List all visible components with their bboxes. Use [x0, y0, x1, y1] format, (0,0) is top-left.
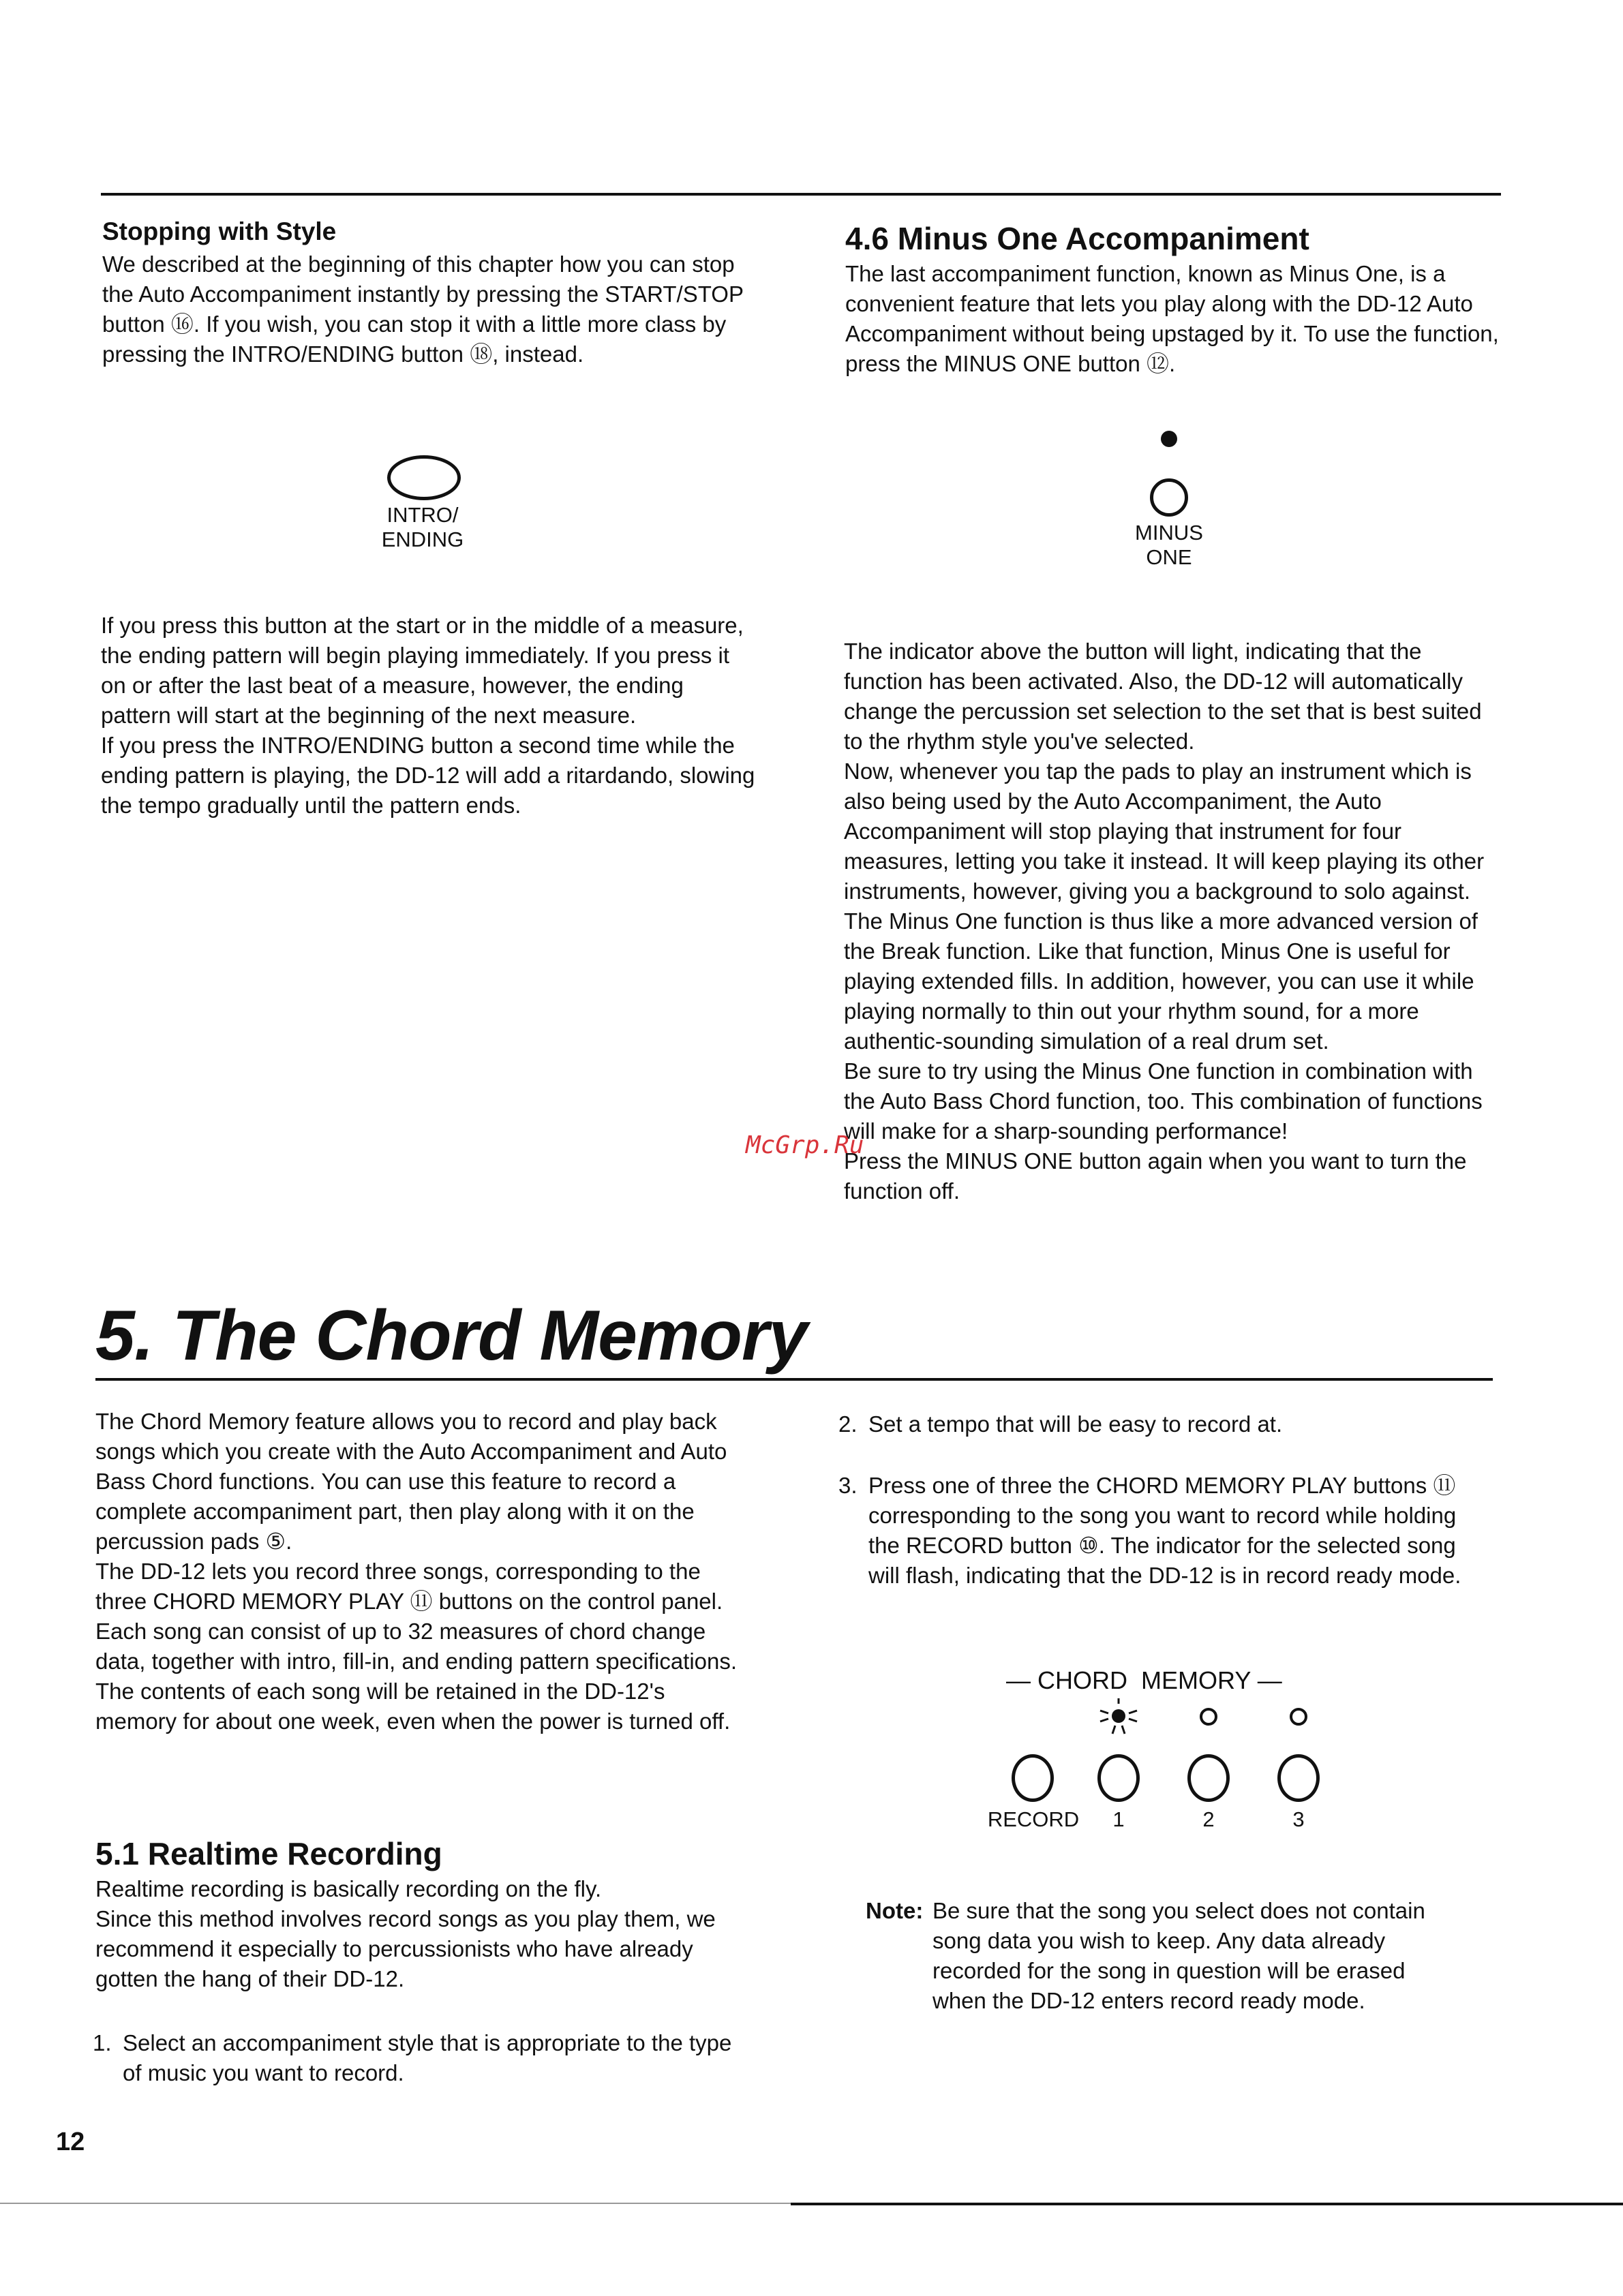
stopping-with-style-section [102, 217, 757, 369]
button-label-line1: MINUS [1135, 521, 1203, 545]
bottom-rule [791, 2203, 1623, 2205]
button-label-line2: ONE [1146, 545, 1192, 569]
paragraph: The Chord Memory feature allows you to record and play back songs which you create with the Auto Accompaniment and Auto Bass Chord functions. You can use this feature to record a complete accompaniment part, then play along with it on the percussion pads ⑤. [95, 1409, 727, 1554]
step-text: Set a tempo that will be easy to record at. [868, 1411, 1283, 1437]
paragraph: Since this method involves record songs as you play them, we recommend it especially to percussionists who have already gotten the hang of their DD-12. [95, 1906, 716, 1991]
step-text: Select an accompaniment style that is appropriate to the type of music you want to record. [123, 2030, 732, 2085]
top-rule [101, 193, 1501, 196]
section-body [102, 249, 757, 369]
chord-memory-group-label: — CHORD MEMORY — [1006, 1666, 1282, 1694]
button-label-line1: INTRO/ [386, 503, 459, 527]
indicator-flashing-icon [1095, 1696, 1142, 1736]
minus-one-button-icon [1150, 478, 1188, 517]
paragraph: The last accompaniment function, known as Minus One, is a convenient feature that lets you play along with the DD-12 Auto Accompaniment without being upstaged by it. To use the function, press the MINUS ONE button ⑫. [845, 261, 1499, 376]
section-body [845, 259, 1500, 379]
section-heading: Stopping with Style [102, 217, 337, 245]
paragraph: We described at the beginning of this chapter how you can stop the Auto Accompaniment instantly by pressing the START/STOP button ⑯. If you wish, you can stop it with a little more class by pressing the INTRO/ENDING button ⑱, instead. [102, 251, 744, 367]
paragraph: The Minus One function is thus like a more advanced version of the Break function. Like that function, Minus One is useful for playing extended fills. In addition, however, you can use it while playing normally to thin out your rhythm sound, for a more authentic-sounding simulation of a real drum set. [844, 908, 1478, 1054]
paragraph: Realtime recording is basically recording on the fly. [95, 1876, 602, 1901]
chapter-title: 5. The Chord Memory [95, 1296, 808, 1375]
intro-ending-button-diagram [354, 455, 491, 552]
minus-one-body-2 [844, 637, 1498, 1206]
note-text: Be sure that the song you select does not contain song data you wish to keep. Any data already recorded for the song in question will be erased when the DD-12 enters record ready mode. [932, 1898, 1425, 2013]
indicator-off-icon [1200, 1708, 1217, 1726]
paragraph: Be sure to try using the Minus One function in combination with the Auto Bass Chord function, too. This combination of functions will make for a sharp-sounding performance! [844, 1058, 1483, 1144]
intro-ending-button-icon [387, 455, 461, 500]
button-number-label: 1 [1112, 1807, 1125, 1831]
paragraph: The indicator above the button will light, indicating that the function has been activated. Also, the DD-12 will automatically change the percussion set selection to the set that is best suited to the rhythm style you've selected. [844, 639, 1482, 754]
step-1 [93, 2028, 747, 2090]
minus-one-button-diagram [1104, 431, 1234, 570]
step-number: 2. [838, 1411, 858, 1437]
chord-memory-button-2-icon [1187, 1754, 1230, 1802]
record-button-icon [1012, 1754, 1054, 1802]
realtime-recording-section [95, 1835, 750, 1994]
stopping-with-style-body-2 [101, 611, 755, 821]
paragraph: The DD-12 lets you record three songs, corresponding to the three CHORD MEMORY PLAY ⑪ buttons on the control panel. Each song can consist of up to 32 measures of chord change data, together with intro, fill-in, and ending pattern specifications. The contents of each song will be retained in the DD-12's memory for about one week, even when the power is turned off. [95, 1559, 738, 1734]
button-label-line2: ENDING [381, 527, 464, 551]
page-number: 12 [56, 2128, 85, 2156]
section-heading: 4.6 Minus One Accompaniment [845, 221, 1309, 256]
paragraph: Now, whenever you tap the pads to play an instrument which is also being used by the Auto Accompaniment, the Auto Accompaniment will stop playing that instrument for four measures, letting you take it instead. It will keep playing its other instruments, however, giving you a background to solo against. [844, 759, 1485, 904]
step-2 [838, 1409, 1493, 1441]
chord-memory-intro [95, 1407, 750, 1736]
note-label: Note: [866, 1898, 924, 1923]
indicator-off-icon [1290, 1708, 1307, 1726]
button-number-label: 2 [1202, 1807, 1215, 1831]
minus-one-section [845, 219, 1500, 379]
paragraph: If you press the INTRO/ENDING button a second time while the ending pattern is playing, the DD-12 will add a ritardando, slowing the tempo gradually until the pattern ends. [101, 733, 755, 818]
chord-memory-diagram [982, 1663, 1336, 1840]
paragraph: Press the MINUS ONE button again when you want to turn the function off. [844, 1148, 1467, 1204]
indicator-lit-icon [1161, 431, 1177, 447]
chapter-rule [95, 1378, 1493, 1381]
step-number: 1. [93, 2030, 112, 2055]
section-body [95, 1874, 750, 1994]
step-3 [838, 1471, 1493, 1627]
step-text: Press one of three the CHORD MEMORY PLAY buttons ⑪ corresponding to the song you want to record while holding the RECORD button ⑩. The indicator for the selected song will flash, indicating that the DD-12 is in record ready mode. [868, 1473, 1461, 1588]
record-label: RECORD [987, 1807, 1080, 1831]
step-number: 3. [838, 1473, 858, 1498]
bottom-rule-faint [0, 2203, 791, 2204]
button-number-label: 3 [1292, 1807, 1305, 1831]
note-block [866, 1896, 1479, 2025]
section-heading: 5.1 Realtime Recording [95, 1836, 442, 1871]
chord-memory-button-1-icon [1097, 1754, 1140, 1802]
chord-memory-button-3-icon [1277, 1754, 1320, 1802]
watermark-text: McGrp.Ru [746, 1131, 864, 1159]
paragraph: If you press this button at the start or in the middle of a measure, the ending pattern will begin playing immediately. If you press it on or after the last beat of a measure, however, the ending pattern will start at the beginning of the next measure. [101, 613, 744, 728]
